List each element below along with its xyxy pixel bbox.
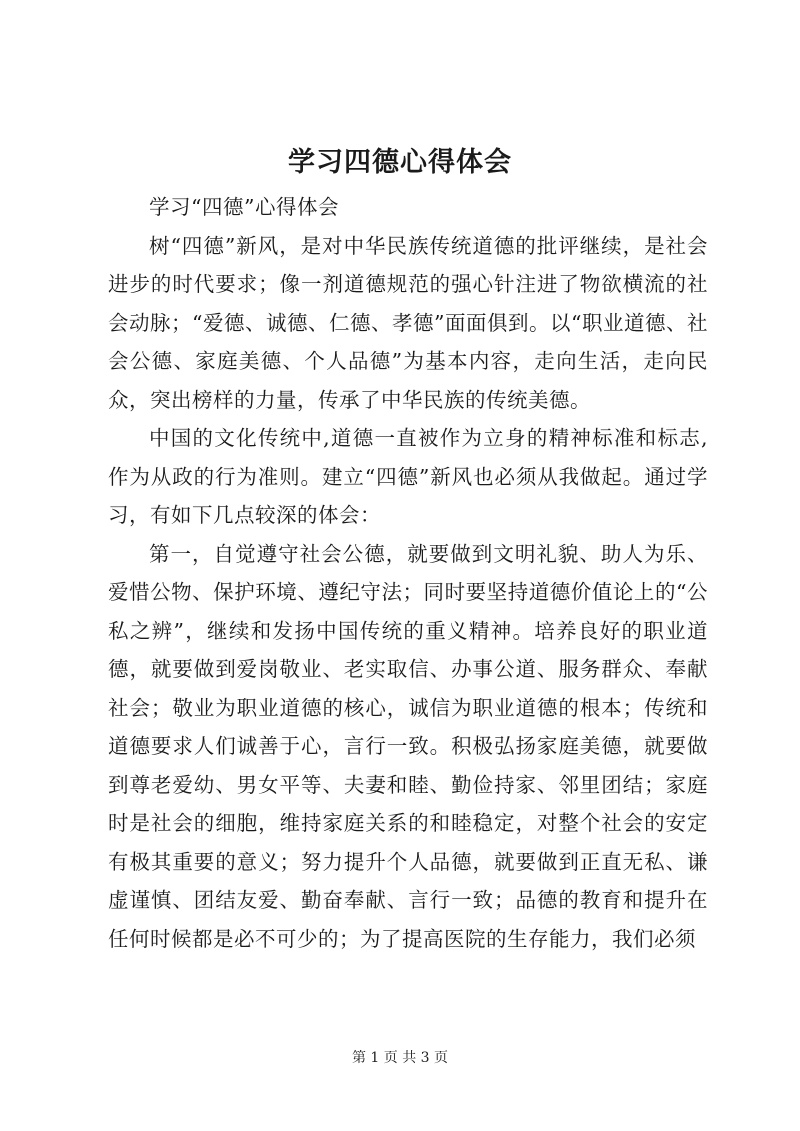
paragraph-intro: 树“四德”新风，是对中华民族传统道德的批评继续，是社会进步的时代要求；像一剂道德规范的强心针注进了物欲横流的社会动脉；“爱德、诚德、仁德、孝德”面面俱到。以“职业道德、社会公德、家庭美德、个人品德”为基本内容，走向生活，走向民众，突出榜样的力量，传承了中华民族的传统美德。 [108, 233, 708, 412]
document-body [108, 188, 708, 958]
paragraph-subtitle: 学习“四德”心得体会 [149, 195, 339, 219]
paragraph-first-point: 第一，自觉遵守社会公德，就要做到文明礼貌、助人为乐、爱惜公物、保护环境、遵纪守法；同时要坚持道德价值论上的“公私之辨”，继续和发扬中国传统的重义精神。培养良好的职业道德，就要做到爱岗敬业、老实取信、办事公道、服务群众、奉献社会；敬业为职业道德的核心，诚信为职业道德的根本；传统和道德要求人们诚善于心，言行一致。积极弘扬家庭美德，就要做到尊老爱幼、男女平等、夫妻和睦、勤俭持家、邻里团结；家庭时是社会的细胞，维持家庭关系的和睦稳定，对整个社会的安定有极其重要的意义；努力提升个人品德，就要做到正直无私、谦虚谨慎、团结友爱、勤奋奉献、言行一致；品德的教育和提升在任何时候都是必不可少的；为了提高医院的生存能力，我们必须 [108, 541, 708, 951]
paragraph-tradition: 中国的文化传统中,道德一直被作为立身的精神标准和标志,作为从政的行为准则。建立“四德”新风也必须从我做起。通过学习，有如下几点较深的体会： [108, 426, 708, 527]
page-title: 学习四德心得体会 [288, 147, 512, 178]
page-footer: 第 1 页 共 3 页 [351, 1050, 449, 1066]
